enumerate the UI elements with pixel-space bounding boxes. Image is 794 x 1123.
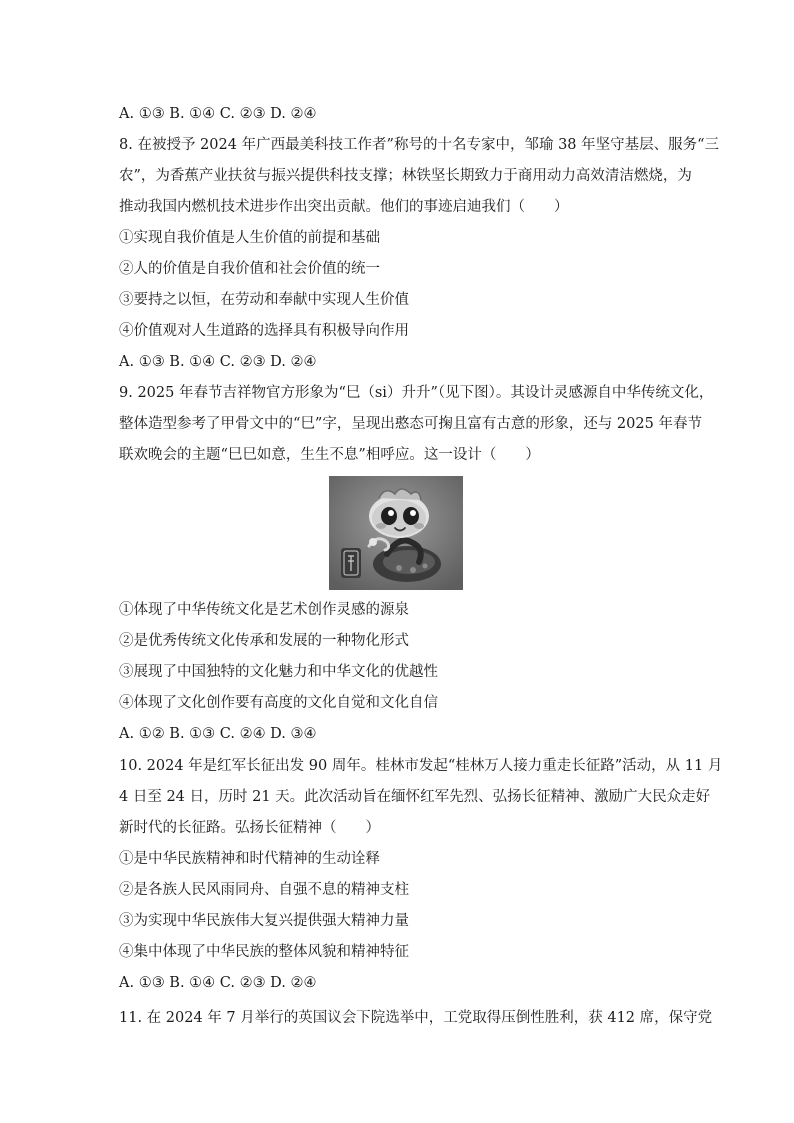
q9-options: A. ①② B. ①③ C. ②④ D. ③④ — [119, 726, 317, 742]
q10-item-2: ②是各族人民风雨同舟、自强不息的精神支柱 — [119, 882, 409, 898]
q10-stem-line-3: 新时代的长征路。弘扬长征精神（ ） — [119, 820, 380, 836]
q9-item-2: ②是优秀传统文化传承和发展的一种物化形式 — [119, 633, 409, 649]
q10-stem-line-1: 10. 2024 年是红军长征出发 90 周年。桂林市发起“桂林万人接力重走长征路”活动，从 11 月 — [119, 758, 723, 774]
q9-stem-line-1: 9. 2025 年春节吉祥物官方形象为“巳（si）升升”（见下图）。其设计灵感源自中华传统文化， — [119, 385, 714, 401]
q9-item-4: ④体现了文化创作要有高度的文化自觉和文化自信 — [119, 695, 438, 711]
snake-mascot-illustration — [329, 476, 463, 590]
mascot-image — [329, 476, 463, 590]
q9-item-1: ①体现了中华传统文化是艺术创作灵感的源泉 — [119, 602, 409, 618]
q10-item-4: ④集中体现了中华民族的整体风貌和精神特征 — [119, 944, 409, 960]
q8-item-3: ③要持之以恒，在劳动和奉献中实现人生价值 — [119, 292, 409, 308]
q10-stem-line-2: 4 日至 24 日，历时 21 天。此次活动旨在缅怀红军先烈、弘扬长征精神、激励广大民众走好 — [119, 789, 711, 805]
q9-item-3: ③展现了中国独特的文化魅力和中华文化的优越性 — [119, 664, 438, 680]
q10-item-3: ③为实现中华民族伟大复兴提供强大精神力量 — [119, 913, 409, 929]
q8-item-1: ①实现自我价值是人生价值的前提和基础 — [119, 230, 380, 246]
q7-options: A. ①③ B. ①④ C. ②③ D. ②④ — [119, 106, 317, 122]
q8-stem-line-2: 农”，为香蕉产业扶贫与振兴提供科技支撑；林铁坚长期致力于商用动力高效清洁燃烧，为 — [119, 168, 692, 184]
q8-item-4: ④价值观对人生道路的选择具有积极导向作用 — [119, 323, 409, 339]
q10-item-1: ①是中华民族精神和时代精神的生动诠释 — [119, 851, 380, 867]
q8-stem-line-1: 8. 在被授予 2024 年广西最美科技工作者”称号的十名专家中，邹瑜 38 年坚守基层、服务“三 — [119, 137, 720, 153]
q8-stem-line-3: 推动我国内燃机技术进步作出突出贡献。他们的事迹启迪我们（ ） — [119, 199, 569, 215]
q8-options: A. ①③ B. ①④ C. ②③ D. ②④ — [119, 354, 317, 370]
q9-stem-line-2: 整体造型参考了甲骨文中的“巳”字，呈现出憨态可掬且富有古意的形象，还与 2025 年春节 — [119, 416, 702, 432]
q10-options: A. ①③ B. ①④ C. ②③ D. ②④ — [119, 975, 317, 991]
q9-stem-line-3: 联欢晚会的主题“巳巳如意，生生不息”相呼应。这一设计（ ） — [119, 447, 540, 463]
q11-stem-line-1: 11. 在 2024 年 7 月举行的英国议会下院选举中，工党取得压倒性胜利，获 412 席，保守党 — [119, 1010, 713, 1026]
q8-item-2: ②人的价值是自我价值和社会价值的统一 — [119, 261, 380, 277]
